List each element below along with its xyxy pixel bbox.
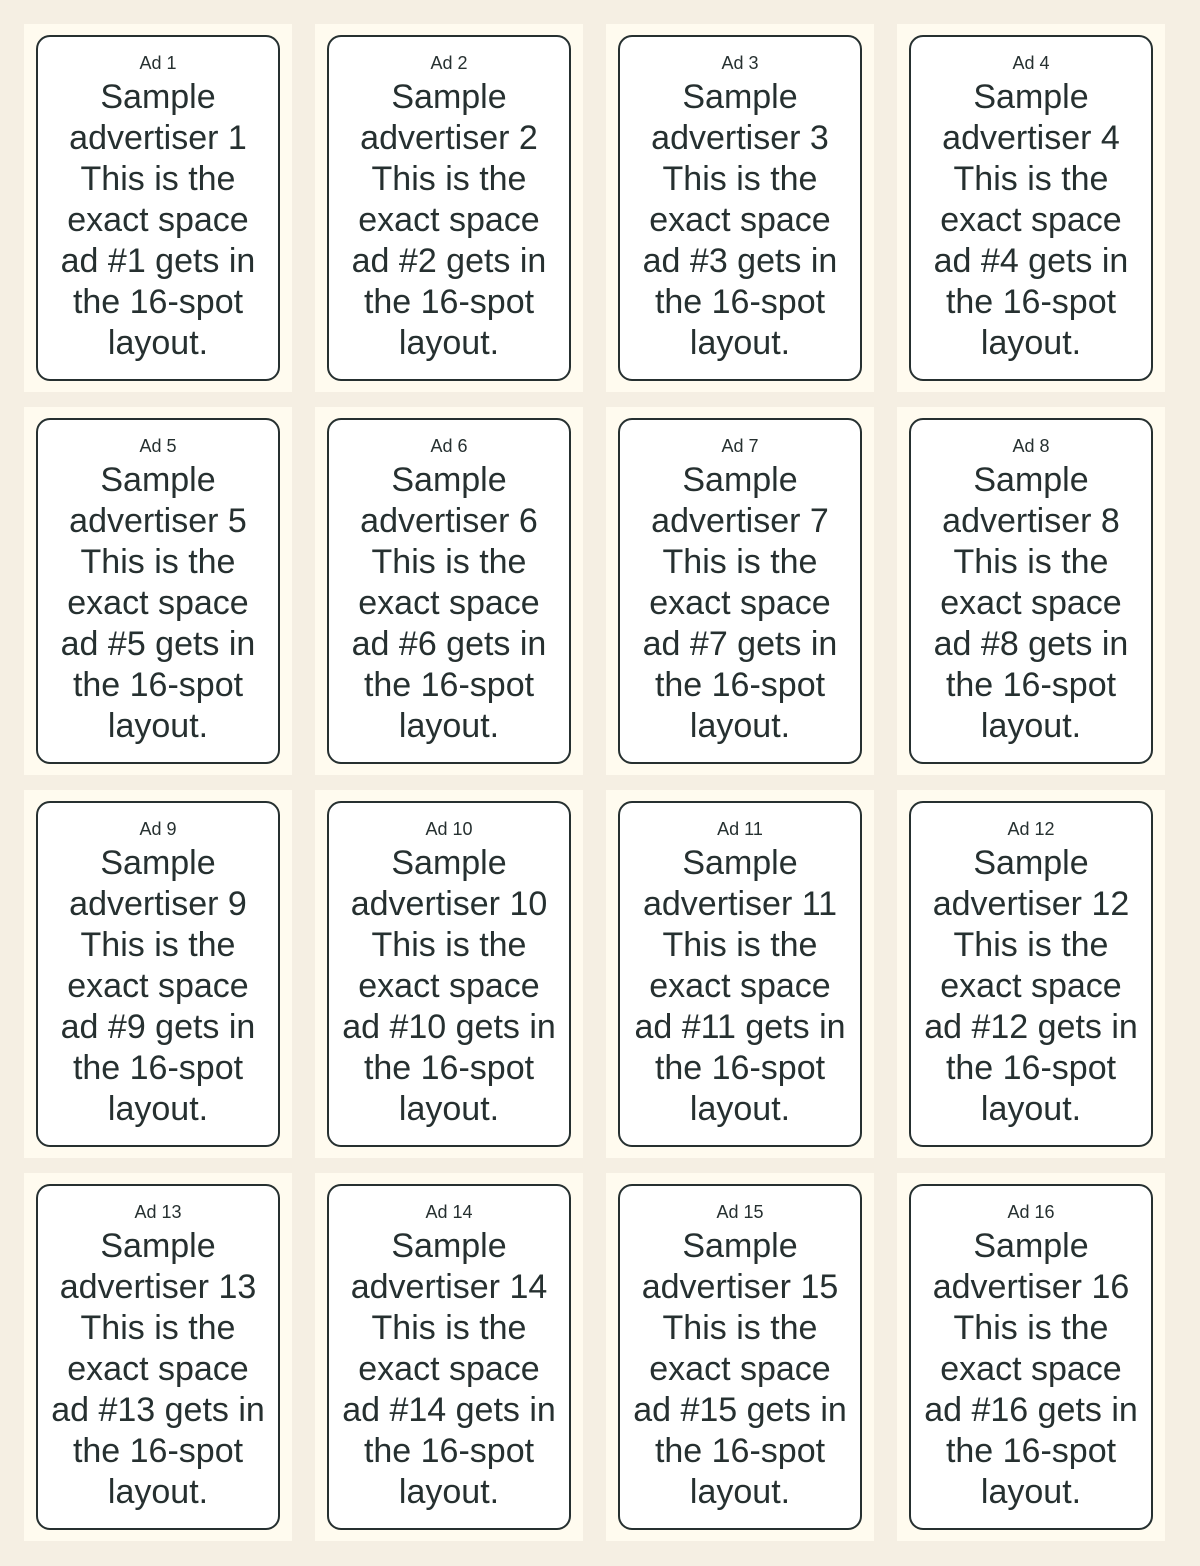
ad-text-line: the 16-spot [945,1432,1117,1470]
ad-text-line: This is the [662,1309,818,1347]
ad-text-line: This is the [953,1309,1109,1347]
ad-text-line: layout. [980,324,1082,362]
ad-grid [24,24,1165,1541]
ad-label: Ad 10 [425,819,473,839]
ad-text-line: exact space [649,1350,831,1388]
ad-text [911,843,1151,1130]
ad-text-line: exact space [649,201,831,239]
ad-text-line: ad #4 gets in [933,242,1129,280]
ad-text-line: exact space [649,967,831,1005]
ad-text-line: layout. [689,1090,791,1128]
ad-box [327,418,571,764]
ad-text [329,77,569,364]
ad-slot [897,24,1165,392]
ad-text-line: exact space [940,967,1122,1005]
ad-label: Ad 11 [717,819,763,839]
ad-text-line: Sample [100,1227,216,1265]
ad-text-line: advertiser 6 [360,502,538,540]
ad-text-line: This is the [80,160,236,198]
ad-label: Ad 6 [430,436,468,456]
ad-text-line: advertiser 9 [69,885,247,923]
ad-text [911,1226,1151,1513]
ad-slot [24,24,292,392]
ad-text-line: Sample [973,1227,1089,1265]
ad-text-line: ad #5 gets in [60,625,256,663]
ad-text [38,1226,278,1513]
ad-box [36,35,280,381]
ad-text-line: advertiser 14 [350,1268,548,1306]
ad-box [909,801,1153,1147]
ad-text-line: layout. [398,1473,500,1511]
ad-text-line: layout. [980,1473,1082,1511]
ad-text-line: advertiser 2 [360,119,538,157]
ad-text-line: Sample [973,461,1089,499]
ad-label: Ad 7 [721,436,759,456]
ad-text-line: This is the [953,926,1109,964]
ad-text-line: ad #7 gets in [642,625,838,663]
ad-text-line: layout. [689,707,791,745]
ad-text-line: advertiser 15 [641,1268,839,1306]
ad-label: Ad 1 [139,53,177,73]
ad-text-line: advertiser 1 [69,119,247,157]
ad-label: Ad 14 [425,1202,473,1222]
ad-text-line: the 16-spot [945,1049,1117,1087]
ad-text-line: ad #14 gets in [342,1391,556,1429]
ad-slot [897,407,1165,775]
ad-text-line: exact space [358,1350,540,1388]
ad-text-line: exact space [358,201,540,239]
ad-box [36,418,280,764]
ad-box [909,35,1153,381]
ad-text-line: This is the [371,926,527,964]
ad-text [911,460,1151,747]
ad-text-line: layout. [107,1473,209,1511]
ad-box [618,801,862,1147]
ad-text-line: advertiser 7 [651,502,829,540]
ad-text [620,843,860,1130]
ad-text-line: exact space [358,584,540,622]
ad-text [620,1226,860,1513]
ad-text-line: Sample [391,78,507,116]
ad-box [618,418,862,764]
ad-text [38,77,278,364]
ad-text-line: ad #16 gets in [924,1391,1138,1429]
ad-text-line: Sample [682,1227,798,1265]
ad-slot [315,407,583,775]
ad-text-line: advertiser 3 [651,119,829,157]
ad-text-line: exact space [67,967,249,1005]
ad-text-line: the 16-spot [945,666,1117,704]
ad-text-line: ad #3 gets in [642,242,838,280]
ad-text-line: layout. [689,324,791,362]
ad-label: Ad 8 [1012,436,1050,456]
ad-text-line: advertiser 10 [350,885,548,923]
ad-label: Ad 15 [716,1202,764,1222]
ad-slot [606,790,874,1158]
ad-label: Ad 16 [1007,1202,1055,1222]
ad-text-line: the 16-spot [945,283,1117,321]
ad-text-line: This is the [953,543,1109,581]
ad-text-line: This is the [80,1309,236,1347]
ad-text-line: the 16-spot [363,283,535,321]
ad-text [620,77,860,364]
ad-text-line: Sample [391,844,507,882]
ad-text-line: ad #11 gets in [634,1008,846,1046]
ad-box [909,418,1153,764]
ad-text-line: ad #12 gets in [924,1008,1138,1046]
ad-box [909,1184,1153,1530]
ad-text-line: advertiser 12 [932,885,1130,923]
ad-text-line: exact space [649,584,831,622]
ad-text-line: ad #13 gets in [51,1391,265,1429]
ad-text-line: layout. [107,707,209,745]
ad-label: Ad 12 [1007,819,1055,839]
ad-box [36,801,280,1147]
ad-text-line: layout. [398,707,500,745]
ad-slot [897,1173,1165,1541]
ad-text-line: exact space [940,584,1122,622]
ad-box [327,801,571,1147]
ad-text-line: This is the [662,160,818,198]
ad-slot [24,407,292,775]
ad-label: Ad 13 [134,1202,182,1222]
ad-slot [315,24,583,392]
ad-text-line: the 16-spot [654,1049,826,1087]
ad-text-line: layout. [980,1090,1082,1128]
ad-text-line: Sample [100,461,216,499]
ad-text-line: ad #1 gets in [60,242,256,280]
ad-text [329,1226,569,1513]
ad-text-line: the 16-spot [363,666,535,704]
ad-text-line: advertiser 16 [932,1268,1130,1306]
ad-text [329,843,569,1130]
ad-text-line: the 16-spot [654,283,826,321]
ad-slot [606,1173,874,1541]
ad-text-line: exact space [940,1350,1122,1388]
ad-text-line: Sample [100,844,216,882]
ad-label: Ad 4 [1012,53,1050,73]
ad-text [620,460,860,747]
ad-label: Ad 2 [430,53,468,73]
ad-box [327,35,571,381]
ad-text [38,843,278,1130]
ad-text-line: Sample [682,461,798,499]
ad-box [618,1184,862,1530]
ad-text-line: layout. [107,1090,209,1128]
ad-text-line: the 16-spot [654,666,826,704]
ad-text-line: advertiser 5 [69,502,247,540]
ad-text-line: ad #15 gets in [633,1391,847,1429]
ad-box [36,1184,280,1530]
ad-label: Ad 3 [721,53,759,73]
ad-label: Ad 9 [139,819,177,839]
ad-text-line: advertiser 8 [942,502,1120,540]
ad-text-line: This is the [80,926,236,964]
ad-text-line: This is the [662,543,818,581]
ad-text-line: Sample [682,844,798,882]
ad-slot [315,1173,583,1541]
ad-text-line: Sample [973,844,1089,882]
ad-text-line: ad #8 gets in [933,625,1129,663]
ad-text-line: exact space [67,1350,249,1388]
ad-text-line: Sample [391,461,507,499]
ad-text-line: the 16-spot [72,1432,244,1470]
ad-text-line: Sample [391,1227,507,1265]
ad-text-line: layout. [689,1473,791,1511]
ad-text-line: exact space [67,201,249,239]
ad-text-line: advertiser 13 [59,1268,257,1306]
ad-text-line: the 16-spot [363,1049,535,1087]
ad-text-line: This is the [371,160,527,198]
ad-label: Ad 5 [139,436,177,456]
ad-text-line: layout. [398,324,500,362]
ad-text-line: This is the [371,1309,527,1347]
ad-text-line: layout. [980,707,1082,745]
ad-text-line: layout. [107,324,209,362]
ad-box [618,35,862,381]
ad-text-line: ad #9 gets in [60,1008,256,1046]
ad-slot [606,24,874,392]
ad-text-line: advertiser 11 [642,885,838,923]
ad-text-line: This is the [953,160,1109,198]
ad-text-line: exact space [67,584,249,622]
ad-slot [606,407,874,775]
ad-text-line: the 16-spot [654,1432,826,1470]
ad-text [38,460,278,747]
ad-box [327,1184,571,1530]
ad-text-line: advertiser 4 [942,119,1120,157]
ad-text-line: layout. [398,1090,500,1128]
ad-text-line: the 16-spot [72,1049,244,1087]
ad-text [911,77,1151,364]
ad-text [329,460,569,747]
ad-slot [24,1173,292,1541]
ad-text-line: Sample [682,78,798,116]
ad-text-line: the 16-spot [72,283,244,321]
ad-text-line: ad #6 gets in [351,625,547,663]
ad-text-line: the 16-spot [72,666,244,704]
ad-text-line: This is the [371,543,527,581]
ad-text-line: This is the [80,543,236,581]
ad-text-line: ad #2 gets in [351,242,547,280]
ad-slot [24,790,292,1158]
ad-text-line: exact space [358,967,540,1005]
ad-slot [315,790,583,1158]
ad-text-line: Sample [973,78,1089,116]
ad-text-line: This is the [662,926,818,964]
ad-text-line: Sample [100,78,216,116]
ad-slot [897,790,1165,1158]
ad-text-line: exact space [940,201,1122,239]
ad-text-line: the 16-spot [363,1432,535,1470]
ad-text-line: ad #10 gets in [342,1008,556,1046]
